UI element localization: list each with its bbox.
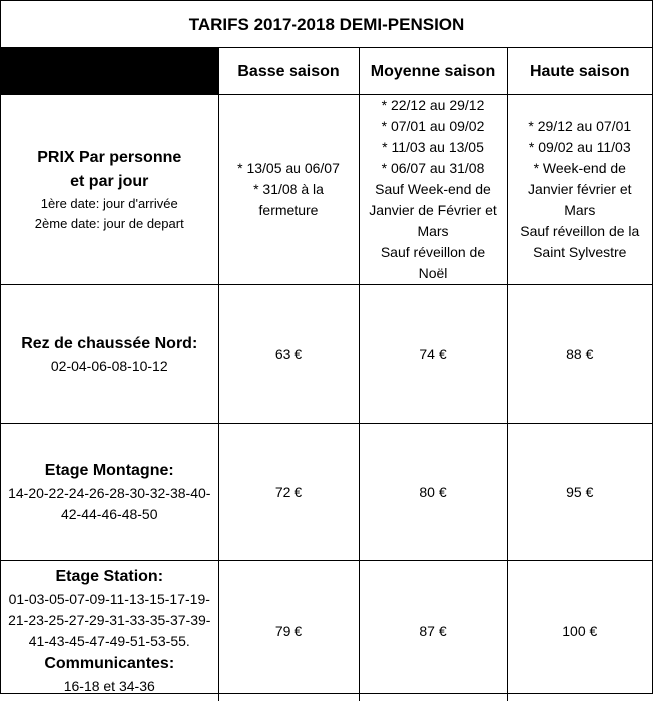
prix-moyenne-cell: [359, 95, 507, 285]
room-numbers: 14-20-22-24-26-28-30-32-38-40-: [1, 483, 218, 504]
title-row: [1, 1, 652, 48]
table-row: [1, 424, 652, 561]
date-line: * 09/02 au 11/03: [508, 137, 653, 158]
date-line: Mars: [508, 200, 653, 221]
price-haute: 100 €: [507, 561, 652, 701]
date-line: Janvier de Février et: [360, 200, 507, 221]
communicating-rooms-label: Communicantes:: [1, 652, 218, 676]
date-line: * 29/12 au 07/01: [508, 116, 653, 137]
date-line: Sauf Week-end de: [360, 179, 507, 200]
prix-row: [1, 95, 652, 285]
price-moyenne: 80 €: [359, 424, 507, 561]
date-line: * 11/03 au 13/05: [360, 137, 507, 158]
date-line: Noël: [360, 263, 507, 284]
header-haute-saison: Haute saison: [507, 48, 652, 95]
prix-label-line: et par jour: [1, 170, 218, 194]
table-row: [1, 561, 652, 701]
date-line: Saint Sylvestre: [508, 242, 653, 263]
date-line: Sauf réveillon de: [360, 242, 507, 263]
prix-note-line: 2ème date: jour de depart: [1, 214, 218, 234]
date-line: * Week-end de: [508, 158, 653, 179]
table-title: TARIFS 2017-2018 DEMI-PENSION: [1, 1, 652, 48]
date-line: * 31/08 à la: [219, 179, 359, 200]
room-group-cell: [1, 424, 218, 561]
date-line: * 06/07 au 31/08: [360, 158, 507, 179]
tariff-table: [1, 1, 652, 701]
room-numbers: 01-03-05-07-09-11-13-15-17-19-: [1, 589, 218, 610]
communicating-room-numbers: 16-18 et 34-36: [1, 676, 218, 697]
header-blank-cell: [1, 48, 218, 95]
date-line: * 13/05 au 06/07: [219, 158, 359, 179]
price-haute: 88 €: [507, 285, 652, 424]
room-group-name: Etage Montagne:: [1, 459, 218, 483]
price-haute: 95 €: [507, 424, 652, 561]
prix-label-cell: [1, 95, 218, 285]
room-numbers: 02-04-06-08-10-12: [1, 356, 218, 377]
date-line: Sauf réveillon de la: [508, 221, 653, 242]
prix-basse-cell: [218, 95, 359, 285]
date-line: * 22/12 au 29/12: [360, 95, 507, 116]
table-row: [1, 285, 652, 424]
price-basse: 72 €: [218, 424, 359, 561]
price-basse: 79 €: [218, 561, 359, 701]
date-line: * 07/01 au 09/02: [360, 116, 507, 137]
room-numbers: 21-23-25-27-29-31-33-35-37-39-: [1, 610, 218, 631]
prix-note-line: 1ère date: jour d'arrivée: [1, 194, 218, 214]
price-basse: 63 €: [218, 285, 359, 424]
prix-label-line: PRIX Par personne: [1, 146, 218, 170]
price-moyenne: 87 €: [359, 561, 507, 701]
room-numbers: 42-44-46-48-50: [1, 504, 218, 525]
date-line: fermeture: [219, 200, 359, 221]
prix-haute-cell: [507, 95, 652, 285]
room-group-cell: [1, 285, 218, 424]
room-group-name: Rez de chaussée Nord:: [1, 332, 218, 356]
header-row: [1, 48, 652, 95]
date-line: Mars: [360, 221, 507, 242]
header-basse-saison: Basse saison: [218, 48, 359, 95]
room-group-cell: [1, 561, 218, 701]
date-line: Janvier février et: [508, 179, 653, 200]
price-moyenne: 74 €: [359, 285, 507, 424]
header-moyenne-saison: Moyenne saison: [359, 48, 507, 95]
room-group-name: Etage Station:: [1, 565, 218, 589]
room-numbers: 41-43-45-47-49-51-53-55.: [1, 631, 218, 652]
